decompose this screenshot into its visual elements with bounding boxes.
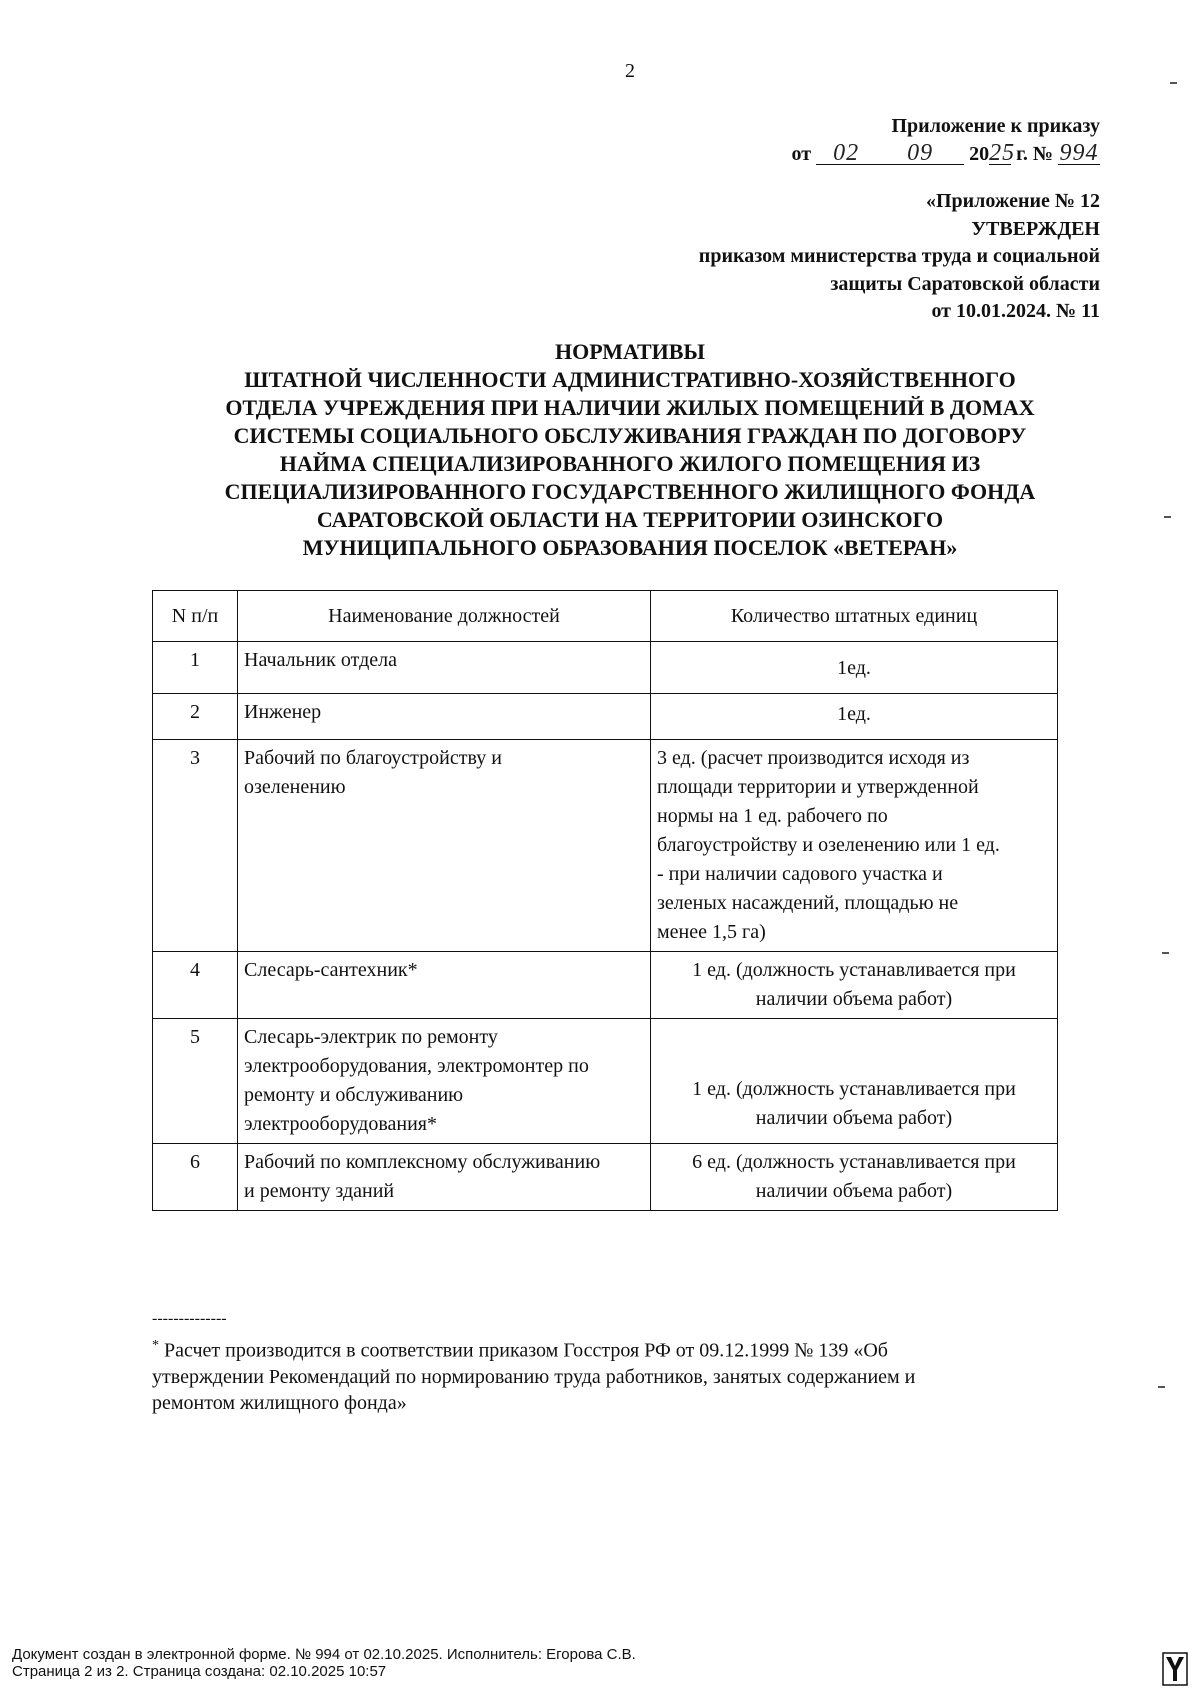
scan-speck (1164, 516, 1171, 518)
scan-speck (1162, 952, 1169, 954)
footnote-line: утверждении Рекомендаций по нормированию труда работников, занятых содержанием и (152, 1365, 916, 1388)
header-position: Наименование должностей (238, 591, 651, 642)
row-number: 2 (153, 694, 238, 740)
quantity (651, 694, 1058, 740)
table-row (153, 1144, 1058, 1211)
title-line: СИСТЕМЫ СОЦИАЛЬНОГО ОБСЛУЖИВАНИЯ ГРАЖДАН ПО ДОГОВОРУ (233, 423, 1027, 448)
quantity-line: благоустройству и озеленению или 1 ед. (657, 834, 1000, 856)
approved-line-3: приказом министерства труда и социальной (698, 245, 1100, 267)
header-num: N п/п (153, 591, 238, 642)
position-name-line: Слесарь-электрик по ремонту (244, 1026, 498, 1048)
footnote-marker: * (152, 1338, 159, 1353)
position-name-line: Слесарь-сантехник* (244, 959, 418, 981)
position-name (238, 642, 651, 694)
row-number: 5 (153, 1019, 238, 1144)
table-row (153, 642, 1058, 694)
footnote-text: Расчет производится в соответствии приказом Госстроя РФ от 09.12.1999 № 139 «Об (164, 1339, 888, 1362)
handwritten-day: 02 (816, 142, 876, 165)
page-number: 2 (625, 60, 635, 82)
position-name-line: Рабочий по комплексному обслуживанию (244, 1151, 601, 1173)
position-name-line: и ремонту зданий (244, 1180, 395, 1202)
table-row (153, 952, 1058, 1019)
footnote-separator: -------------- (152, 1310, 227, 1327)
quantity (651, 1144, 1058, 1211)
quantity (651, 952, 1058, 1019)
position-name-line: озеленению (244, 776, 346, 798)
from-label: от (791, 143, 812, 165)
position-name (238, 694, 651, 740)
table-header-row (153, 591, 1058, 642)
row-number: 6 (153, 1144, 238, 1211)
table-row (153, 740, 1058, 952)
approved-line-2: УТВЕРЖДЕН (971, 217, 1100, 240)
quantity-line: 1ед. (837, 657, 871, 679)
quantity-line: наличии объема работ) (755, 1107, 953, 1129)
footnote (152, 1333, 1092, 1416)
footnote-line: ремонтом жилищного фонда» (152, 1391, 407, 1414)
approved-line-4: защиты Саратовской области (830, 272, 1100, 295)
row-number: 1 (153, 642, 238, 694)
quantity-line: нормы на 1 ед. рабочего по (657, 805, 888, 827)
handwritten-number: 994 (1059, 140, 1099, 166)
approved-block (699, 188, 1100, 326)
position-name (238, 952, 651, 1019)
row-number: 4 (153, 952, 238, 1019)
position-name-line: электрооборудования, электромонтер по (244, 1055, 589, 1077)
quantity-line: площади территории и утвержденной (657, 776, 979, 798)
coat-of-arms-icon (1162, 1652, 1188, 1686)
document-title (150, 338, 1110, 562)
footer-line-1: Документ создан в электронной форме. № 994 от 02.10.2025. Исполнитель: Егорова С.В. (12, 1646, 636, 1663)
table-row (153, 1019, 1058, 1144)
approved-line-1: «Приложение № 12 (925, 190, 1100, 212)
appendix-header (792, 112, 1101, 168)
quantity-line: 1 ед. (должность устанавливается при (692, 1078, 1016, 1100)
quantity-line: 1ед. (837, 703, 871, 725)
position-name-line: Рабочий по благоустройству и (244, 747, 502, 769)
quantity (651, 740, 1058, 952)
footer-line-2: Страница 2 из 2. Страница создана: 02.10.2025 10:57 (12, 1663, 387, 1680)
title-line: САРАТОВСКОЙ ОБЛАСТИ НА ТЕРРИТОРИИ ОЗИНСКОГО (316, 507, 944, 532)
quantity (651, 642, 1058, 694)
position-name-line: Начальник отдела (244, 649, 397, 671)
title-line: МУНИЦИПАЛЬНОГО ОБРАЗОВАНИЯ ПОСЕЛОК «ВЕТЕРАН» (302, 535, 958, 560)
quantity-line: 1 ед. (должность устанавливается при (692, 959, 1016, 981)
approved-line-5: от 10.01.2024. № 11 (931, 300, 1100, 322)
header-quantity: Количество штатных единиц (651, 591, 1058, 642)
electronic-document-footer (12, 1646, 636, 1680)
title-line: НОРМАТИВЫ (554, 339, 706, 364)
position-name-line: ремонту и обслуживанию (244, 1084, 464, 1106)
position-name-line: Инженер (244, 701, 322, 723)
handwritten-month: 09 (876, 142, 964, 165)
quantity-line: зеленых насаждений, площадью не (657, 892, 959, 914)
position-name (238, 740, 651, 952)
scan-speck (1170, 82, 1177, 84)
table-row (153, 694, 1058, 740)
quantity (651, 1019, 1058, 1144)
scan-speck (1158, 1386, 1165, 1388)
quantity-line: 6 ед. (должность устанавливается при (692, 1151, 1016, 1173)
row-number: 3 (153, 740, 238, 952)
appendix-date-line (792, 140, 1101, 168)
title-line: ОТДЕЛА УЧРЕЖДЕНИЯ ПРИ НАЛИЧИИ ЖИЛЫХ ПОМЕЩЕНИЙ В ДОМАХ (225, 395, 1035, 420)
title-line: ШТАТНОЙ ЧИСЛЕННОСТИ АДМИНИСТРАТИВНО-ХОЗЯЙСТВЕННОГО (244, 367, 1016, 392)
footnote-line (152, 1333, 1092, 1364)
quantity-line: наличии объема работ) (755, 988, 953, 1010)
quantity-line: наличии объема работ) (755, 1180, 953, 1202)
year-prefix: 20 (969, 143, 990, 165)
position-name-line: электрооборудования* (244, 1113, 438, 1135)
quantity-line: менее 1,5 га) (657, 921, 766, 943)
title-line: НАЙМА СПЕЦИАЛИЗИРОВАННОГО ЖИЛОГО ПОМЕЩЕНИЯ ИЗ (279, 451, 981, 476)
position-name (238, 1144, 651, 1211)
position-name (238, 1019, 651, 1144)
quantity-line: - при наличии садового участка и (657, 863, 943, 885)
number-label: г. № (1016, 143, 1053, 165)
quantity-line: 3 ед. (расчет производится исходя из (657, 747, 970, 769)
title-line: СПЕЦИАЛИЗИРОВАННОГО ГОСУДАРСТВЕННОГО ЖИЛИЩНОГО ФОНДА (224, 479, 1036, 504)
appendix-title: Приложение к приказу (891, 115, 1100, 137)
staffing-table (152, 590, 1058, 1211)
handwritten-year: 25 (989, 140, 1016, 166)
